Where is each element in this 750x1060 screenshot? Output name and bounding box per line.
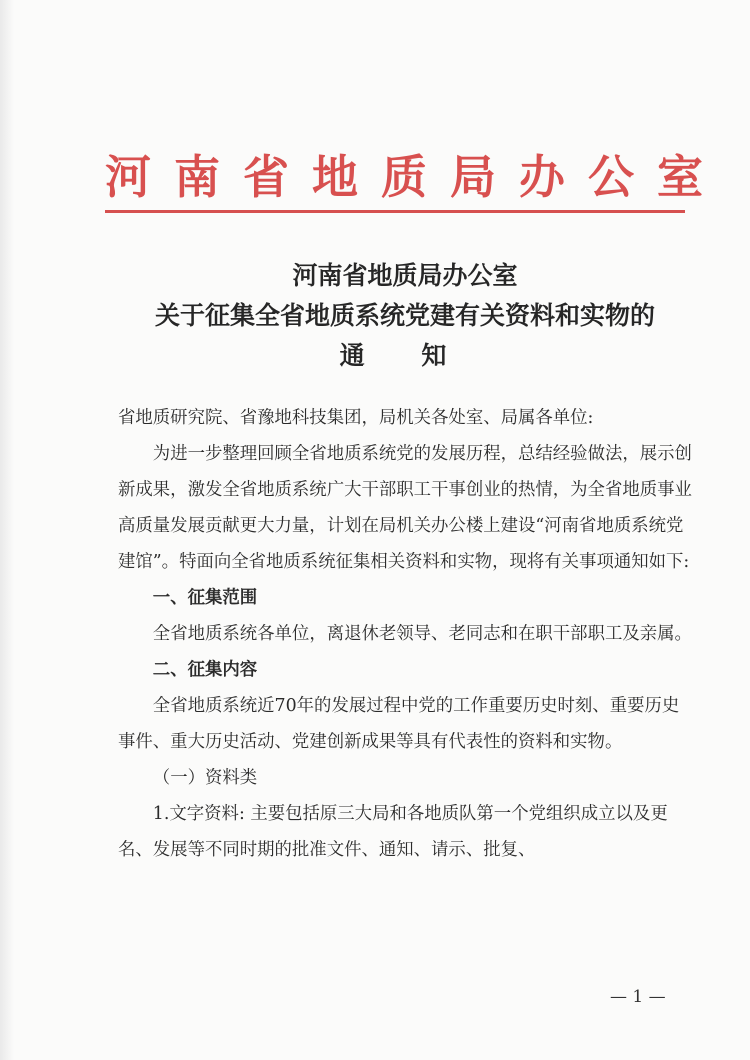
doc-title-line-3: 通 知 bbox=[339, 341, 471, 370]
addressee: 省地质研究院、省豫地科技集团，局机关各处室、局属各单位: bbox=[118, 408, 594, 428]
doc-title-line-2: 关于征集全省地质系统党建有关资料和实物的 bbox=[154, 301, 655, 330]
section-1-heading: 一、征集范围 bbox=[152, 588, 258, 608]
letterhead-title: 河南省地质局办公室 bbox=[105, 150, 726, 204]
section-2-heading: 二、征集内容 bbox=[152, 660, 258, 680]
section-1-body: 全省地质系统各单位，离退休老领导、老同志和在职干部职工及亲属。 bbox=[152, 624, 692, 644]
letterhead-divider bbox=[105, 210, 685, 213]
page-number: — 1 — bbox=[610, 987, 666, 1007]
item-1-text: 1.文字资料: 主要包括原三大局和各地质队第一个党组织成立以及更名、发展等不同时期的批准文件、通知、请示、批复、 bbox=[118, 804, 668, 860]
document-body bbox=[118, 436, 694, 868]
subsection-1-heading: （一）资料类 bbox=[152, 768, 258, 788]
section-2-body: 全省地质系统近70年的发展过程中党的工作重要历史时刻、重要历史事件、重大历史活动、党建创新成果等具有代表性的资料和实物。 bbox=[118, 696, 680, 752]
doc-title-line-1: 河南省地质局办公室 bbox=[292, 261, 518, 290]
intro-paragraph: 为进一步整理回顾全省地质系统党的发展历程，总结经验做法，展示创新成果，激发全省地质系统广大干部职工干事创业的热情，为全省地质事业高质量发展贡献更大力量，计划在局机关办公楼上建设“河南省地质系统党建馆”。特面向全省地质系统征集相关资料和实物，现将有关事项通知如下: bbox=[118, 444, 692, 572]
